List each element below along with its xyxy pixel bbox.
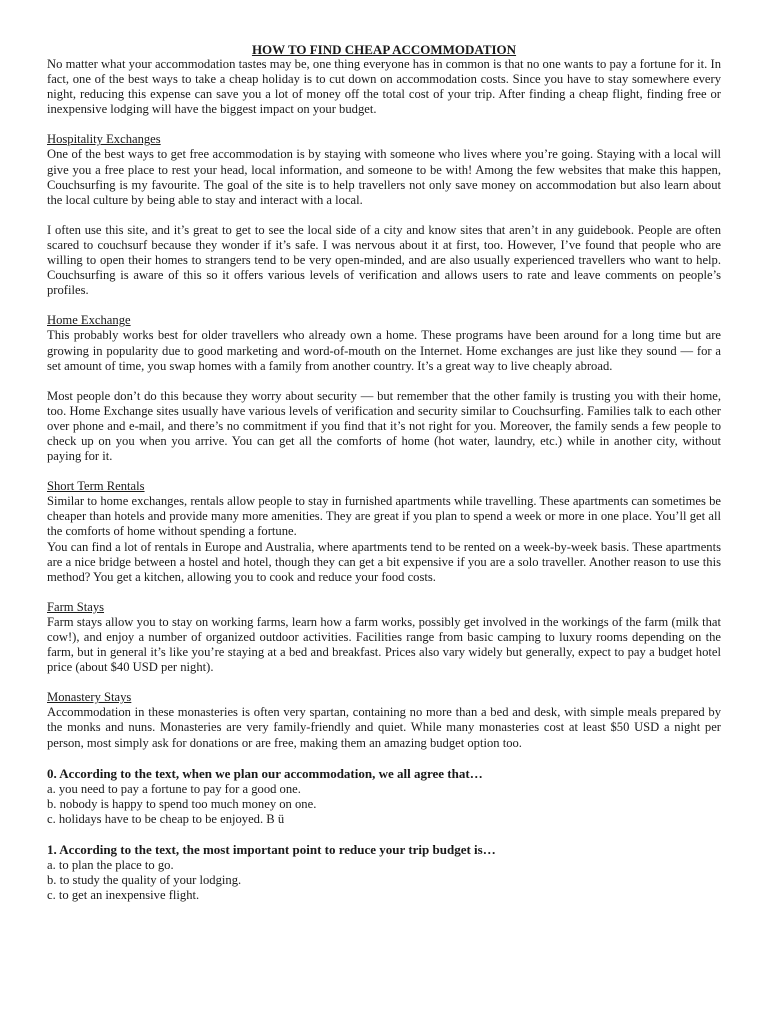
spacer — [47, 827, 721, 842]
spacer — [47, 117, 721, 132]
document-title: HOW TO FIND CHEAP ACCOMMODATION — [251, 42, 517, 57]
spacer — [47, 374, 721, 389]
spacer — [47, 751, 721, 766]
answer-option: a. you need to pay a fortune to pay for a good one. — [47, 781, 301, 796]
section-heading-home-exchange: Home Exchange — [47, 313, 131, 328]
section-heading-farm-stays: Farm Stays — [47, 599, 105, 614]
spacer — [47, 675, 721, 690]
section-paragraph: This probably works best for older travellers who already own a home. These programs have been around for a long time but are growing in popularity due to good marketing and word-of-mouth on the Internet. Home exchanges are just like they sound — for a set amount of time, you swap homes with a family from another country. It’s a great way to live cheaply abroad. — [47, 328, 721, 373]
question-prompt: 0. According to the text, when we plan our accommodation, we all agree that… — [47, 765, 483, 781]
intro-paragraph: No matter what your accommodation tastes may be, one thing everyone has in common is that no one wants to pay a fortune for it. In fact, one of the best ways to take a cheap holiday is to cut down on accommodation costs. Since you have to stay somewhere every night, reducing this expense can save you a lot of money off the total cost of your trip. After finding a cheap flight, finding free or inexpensive lodging will have the biggest impact on your budget. — [47, 57, 721, 117]
section-paragraph: Farm stays allow you to stay on working farms, learn how a farm works, possibly get involved in the workings of the farm (milk that cow!), and enjoy a number of organized outdoor activities. Facilities range from basic camping to luxury rooms depending on the farm, but in general it’s like you’re staying at a bed and breakfast. Prices also vary widely but generally, expect to pay a budget hotel price (about $40 USD per night). — [47, 614, 721, 675]
section-paragraph: Accommodation in these monasteries is often very spartan, containing no more than a bed and desk, with simple meals prepared by the monks and nuns. Monasteries are very family-friendly and quiet. While many monasteries cost at least $50 USD a night per person, most simply ask for donations or are free, making them an amazing budget option too. — [47, 705, 721, 750]
section-heading-hospitality: Hospitality Exchanges — [47, 132, 161, 147]
answer-option: b. nobody is happy to spend too much money on one. — [47, 796, 317, 811]
answer-option: c. holidays have to be cheap to be enjoyed. B ü — [47, 811, 285, 826]
spacer — [47, 585, 721, 600]
section-heading-short-term-rentals: Short Term Rentals — [47, 479, 145, 494]
section-paragraph: You can find a lot of rentals in Europe and Australia, where apartments tend to be rented on a week-by-week basis. These apartments are a nice bridge between a hostel and hotel, though they can get a bit expensive if you are a solo traveller. Another reason to use this method? You get a kitchen, allowing you to cook and reduce your food costs. — [47, 539, 721, 584]
section-paragraph: One of the best ways to get free accommodation is by staying with someone who lives where you’re going. Staying with a local will give you a free place to rest your head, local information, and someone to be with! Among the few websites that make this happen, Couchsurfing is my favourite. The goal of the site is to help travellers not only save money on accommodation but also learn about the local culture by being able to stay and interact with a local. — [47, 147, 721, 207]
answer-option: a. to plan the place to go. — [47, 857, 174, 872]
answer-option: b. to study the quality of your lodging. — [47, 872, 242, 887]
spacer — [47, 464, 721, 479]
section-paragraph: Most people don’t do this because they worry about security — but remember that the other family is trusting you with their home, too. Home Exchange sites usually have various levels of verification and security similar to Couchsurfing. Families talk to each other over phone and e-mail, and there’s no commitment if you find that it’s not right for you. Moreover, the family sends a few people to check up on you when you arrive. You can get all the comforts of home (hot water, laundry, etc.) while in another city, without paying for it. — [47, 388, 721, 464]
section-heading-monastery-stays: Monastery Stays — [47, 690, 132, 705]
spacer — [47, 298, 721, 313]
spacer — [47, 208, 721, 223]
section-paragraph: I often use this site, and it’s great to get to see the local side of a city and know sites that aren’t in any guidebook. People are often scared to couchsurf because they wonder if it’s safe. I was nervous about it at first, too. However, I’ve found that people who are willing to open their homes to strangers tend to be very open-minded, and are also usually experienced travellers who want to help. Couchsurfing is aware of this so it offers various levels of verification and allows users to rate and leave comments on people’s profiles. — [47, 222, 721, 298]
document-page — [47, 42, 721, 903]
answer-option: c. to get an inexpensive flight. — [47, 887, 200, 902]
question-prompt: 1. According to the text, the most important point to reduce your trip budget is… — [47, 841, 496, 857]
section-paragraph: Similar to home exchanges, rentals allow people to stay in furnished apartments while travelling. These apartments can sometimes be cheaper than hotels and provide many more amenities. They are great if you plan to spend a week or more in one place. You’ll get all the comforts of home without spending a fortune. — [47, 494, 721, 539]
